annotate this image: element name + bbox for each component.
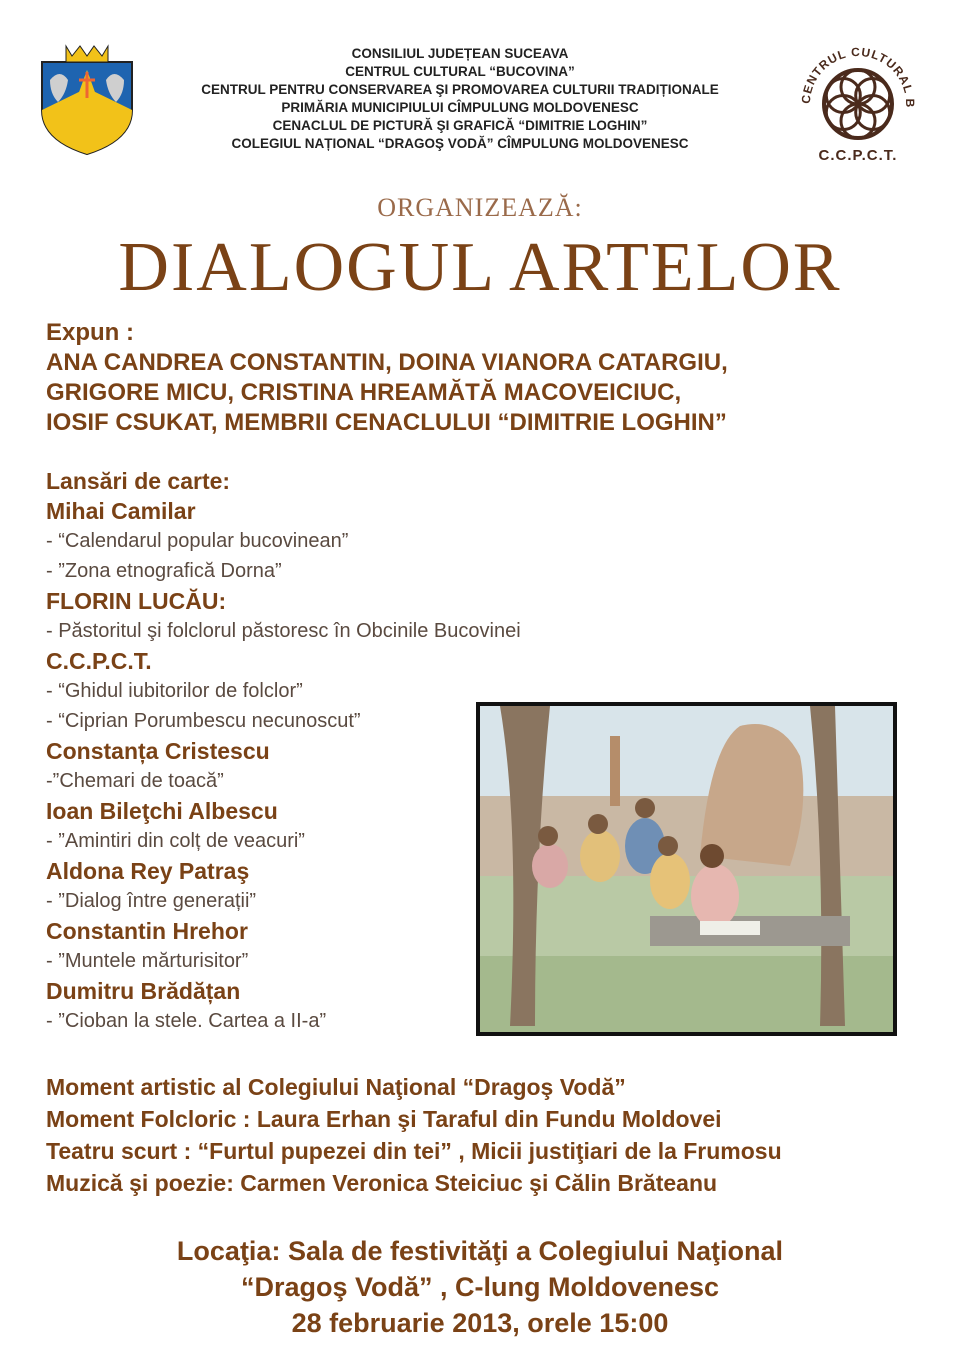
event-date-time: 28 februarie 2013, orele 15:00 <box>291 1308 669 1338</box>
location-line: “Dragoş Vodă” , C-lung Moldovenesc <box>240 1272 720 1302</box>
book-title: - ”Zona etnografică Dorna” <box>46 560 282 582</box>
book-title: - Păstoritul şi folclorul păstoresc în Obcinile Bucovinei <box>46 620 521 642</box>
org-line: CENTRUL PENTRU CONSERVAREA ŞI PROMOVAREA CULTURII TRADIȚIONALE <box>201 82 719 97</box>
logo-subtitle: C.C.P.C.T. <box>818 147 898 164</box>
exhibitors-line: IOSIF CSUKAT, MEMBRII CENACLULUI “DIMITRIE LOGHIN” <box>46 409 727 436</box>
org-line: CENACLUL DE PICTURĂ ŞI GRAFICĂ “DIMITRIE LOGHIN” <box>272 118 648 133</box>
program-item: Teatru scurt : “Furtul pupezei din tei” , Micii justiţiari de la Frumosu <box>46 1138 782 1164</box>
exhibitors-label: Expun : <box>46 319 134 346</box>
author-name: Dumitru Brădățan <box>46 978 241 1004</box>
exhibitors-line: ANA CANDREA CONSTANTIN, DOINA VIANORA CATARGIU, <box>46 349 728 376</box>
program-item: Moment Folcloric : Laura Erhan şi Taraful din Fundu Moldovei <box>46 1106 722 1132</box>
organizers-list <box>140 45 780 153</box>
program-item: Muzică şi poezie: Carmen Veronica Steiciuc şi Călin Brăteanu <box>46 1170 718 1196</box>
author-name: Ioan Bileţchi Albescu <box>46 798 278 824</box>
author-name: Mihai Camilar <box>46 498 196 524</box>
author-name: FLORIN LUCĂU: <box>46 588 227 614</box>
book-title: - ”Dialog între generații” <box>46 890 257 912</box>
org-line: CENTRUL CULTURAL “BUCOVINA” <box>345 64 575 79</box>
exhibitors-line: GRIGORE MICU, CRISTINA HREAMĂTĂ MACOVEICIUC, <box>46 379 682 406</box>
event-title: DIALOGUL ARTELOR <box>118 229 842 306</box>
org-line: PRIMĂRIA MUNICIPIULUI CÎMPULUNG MOLDOVENESC <box>281 100 639 115</box>
author-name: Constantin Hrehor <box>46 918 248 944</box>
intro-heading: ORGANIZEAZĂ: <box>377 193 583 222</box>
author-name: Aldona Rey Patraş <box>46 858 250 884</box>
logo-ring-text: CENTRUL CULTURAL B <box>798 44 918 109</box>
program-item: Moment artistic al Colegiului Naţional “Dragoş Vodă” <box>46 1074 626 1100</box>
book-title: -”Chemari de toacă” <box>46 770 224 792</box>
painting-image <box>476 702 897 1036</box>
book-title: - “Ghidul iubitorilor de folclor” <box>46 680 303 702</box>
book-title: - ”Cioban la stele. Cartea a II-a” <box>46 1010 327 1032</box>
book-title: - ”Amintiri din colț de veacuri” <box>46 830 305 852</box>
location-line: Locaţia: Sala de festivităţi a Colegiului Naţional <box>176 1236 784 1266</box>
exhibitors-list <box>46 348 728 438</box>
org-line: COLEGIUL NAȚIONAL “DRAGOŞ VODĂ” CÎMPULUNG MOLDOVENESC <box>231 136 689 151</box>
book-title: - “Ciprian Porumbescu necunoscut” <box>46 710 361 732</box>
author-name: C.C.P.C.T. <box>46 648 152 674</box>
event-location <box>0 1233 960 1341</box>
book-launches-label: Lansări de carte: <box>46 468 231 494</box>
author-name: Constanța Cristescu <box>46 738 270 764</box>
suceava-coat-of-arms <box>36 40 138 156</box>
program-list <box>46 1071 782 1199</box>
org-line: CONSILIUL JUDEȚEAN SUCEAVA <box>351 46 569 61</box>
book-title: - “Calendarul popular bucovinean” <box>46 530 349 552</box>
book-title: - ”Muntele mărturisitor” <box>46 950 249 972</box>
